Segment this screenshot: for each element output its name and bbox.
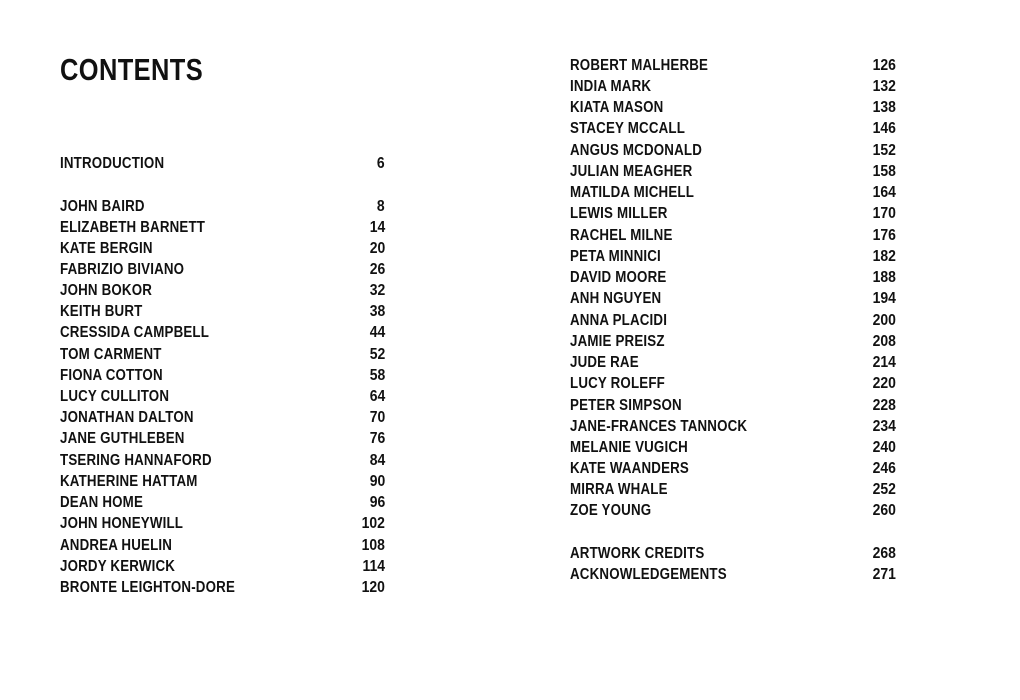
toc-entry-page: 32 (369, 282, 385, 299)
toc-entry-page: 52 (369, 346, 385, 363)
toc-entry[interactable] (60, 280, 385, 301)
toc-entry[interactable] (570, 395, 896, 416)
toc-entry-name: TSERING HANNAFORD (60, 452, 212, 469)
toc-entry-page: 138 (872, 99, 896, 116)
toc-entry[interactable] (570, 288, 896, 309)
toc-entry-name: JAMIE PREISZ (570, 333, 665, 350)
toc-entry-name: ROBERT MALHERBE (570, 57, 709, 74)
toc-entry-page: 240 (872, 439, 896, 456)
toc-entry-page: 44 (369, 324, 385, 341)
toc-entry[interactable] (60, 344, 385, 365)
toc-entry[interactable] (570, 55, 896, 76)
toc-entry-name: PETA MINNICI (570, 248, 661, 265)
toc-entry[interactable] (570, 437, 896, 458)
toc-entry-name: RACHEL MILNE (570, 227, 673, 244)
toc-entry[interactable] (570, 225, 896, 246)
toc-entry-page: 14 (369, 219, 385, 236)
toc-entry-page: 194 (872, 290, 896, 307)
toc-entry-name: FABRIZIO BIVIANO (60, 261, 185, 278)
toc-entry[interactable] (60, 513, 385, 534)
toc-entry[interactable] (570, 331, 896, 352)
toc-entry-name: JOHN BAIRD (60, 198, 145, 215)
toc-entry-name: JUDE RAE (570, 354, 639, 371)
toc-entry-page: 26 (369, 261, 385, 278)
toc-entry-name: JONATHAN DALTON (60, 409, 194, 426)
toc-entry-name: KEITH BURT (60, 303, 143, 320)
toc-entry-name: TOM CARMENT (60, 346, 162, 363)
toc-entry[interactable] (570, 76, 896, 97)
toc-entry-page: 102 (361, 515, 385, 532)
toc-entry-page: 96 (369, 494, 385, 511)
toc-entry-name: MATILDA MICHELL (570, 184, 695, 201)
toc-entry[interactable] (60, 471, 385, 492)
toc-entry-name: LEWIS MILLER (570, 205, 668, 222)
toc-entry[interactable] (60, 535, 385, 556)
toc-entry-name: JANE-FRANCES TANNOCK (570, 418, 748, 435)
toc-entry-name: STACEY MCCALL (570, 120, 686, 137)
toc-entry-page: 164 (872, 184, 896, 201)
toc-entry-name: JOHN BOKOR (60, 282, 153, 299)
toc-entry-page: 20 (369, 240, 385, 257)
toc-entry-name: LUCY CULLITON (60, 388, 170, 405)
toc-entry-name: ANH NGUYEN (570, 290, 662, 307)
toc-entry-page: 58 (369, 367, 385, 384)
toc-entry-page: 214 (872, 354, 896, 371)
toc-entry-page: 182 (872, 248, 896, 265)
toc-entry-page: 208 (872, 333, 896, 350)
toc-entry-name: DEAN HOME (60, 494, 144, 511)
page-title: CONTENTS (60, 52, 204, 87)
toc-entry-name: ACKNOWLEDGEMENTS (570, 566, 727, 583)
toc-entry[interactable] (570, 458, 896, 479)
toc-entry-name: JULIAN MEAGHER (570, 163, 693, 180)
toc-entry[interactable] (570, 479, 896, 500)
toc-entry-page: 200 (872, 312, 896, 329)
toc-entry-page: 220 (872, 375, 896, 392)
toc-entry-name: JORDY KERWICK (60, 558, 176, 575)
toc-entry-page: 84 (369, 452, 385, 469)
toc-entry[interactable] (570, 182, 896, 203)
toc-entry-page: 176 (872, 227, 896, 244)
toc-entry-page: 38 (369, 303, 385, 320)
toc-entry-name: ELIZABETH BARNETT (60, 219, 206, 236)
toc-entry[interactable] (570, 118, 896, 139)
toc-entry[interactable] (60, 365, 385, 386)
toc-entry-name: ARTWORK CREDITS (570, 545, 705, 562)
toc-entry-page: 120 (361, 579, 385, 596)
toc-entry[interactable] (570, 352, 896, 373)
toc-entry-page: 268 (872, 545, 896, 562)
toc-entry-page: 260 (872, 502, 896, 519)
toc-entry[interactable] (570, 310, 896, 331)
toc-entry-page: 90 (369, 473, 385, 490)
toc-entry-name: INDIA MARK (570, 78, 652, 95)
toc-entry-page: 234 (872, 418, 896, 435)
toc-entry[interactable] (570, 203, 896, 224)
toc-entry[interactable] (60, 386, 385, 407)
toc-entry-page: 188 (872, 269, 896, 286)
toc-entry-page: 152 (872, 142, 896, 159)
toc-entry[interactable] (60, 450, 385, 471)
toc-entry-name: ANGUS MCDONALD (570, 142, 703, 159)
toc-entry-page: 76 (369, 430, 385, 447)
toc-entry[interactable] (570, 161, 896, 182)
toc-entry-name: ANNA PLACIDI (570, 312, 668, 329)
toc-entry-page: 170 (872, 205, 896, 222)
toc-entry[interactable] (570, 373, 896, 394)
toc-entry[interactable] (60, 407, 385, 428)
toc-entry-page: 108 (361, 537, 385, 554)
toc-entry[interactable] (570, 543, 896, 564)
toc-entry-page: 114 (362, 558, 385, 575)
toc-entry-page: 158 (872, 163, 896, 180)
toc-entry[interactable] (60, 556, 385, 577)
toc-entry[interactable] (570, 416, 896, 437)
toc-entry-name: KIATA MASON (570, 99, 664, 116)
toc-entry-name: JOHN HONEYWILL (60, 515, 184, 532)
toc-entry-name: ANDREA HUELIN (60, 537, 173, 554)
toc-entry-page: 132 (872, 78, 896, 95)
toc-entry-name: PETER SIMPSON (570, 397, 682, 414)
toc-entry[interactable] (570, 564, 896, 585)
toc-entry[interactable] (60, 492, 385, 513)
toc-entry-page: 246 (872, 460, 896, 477)
toc-entry-name: MELANIE VUGICH (570, 439, 688, 456)
toc-entry[interactable] (60, 217, 385, 238)
toc-entry-name: KATE BERGIN (60, 240, 153, 257)
toc-entry-page: 271 (872, 566, 896, 583)
toc-entry-page: 6 (377, 155, 385, 172)
toc-entry[interactable] (60, 322, 385, 343)
toc-entry-page: 70 (369, 409, 385, 426)
toc-entry-name: DAVID MOORE (570, 269, 667, 286)
toc-entry[interactable] (570, 500, 896, 521)
toc-entry-name: BRONTE LEIGHTON-DORE (60, 579, 236, 596)
toc-entry[interactable] (60, 301, 385, 322)
toc-entry[interactable] (60, 428, 385, 449)
toc-entry-name: JANE GUTHLEBEN (60, 430, 185, 447)
toc-entry-name: MIRRA WHALE (570, 481, 668, 498)
toc-entry[interactable] (570, 267, 896, 288)
toc-entry[interactable] (570, 140, 896, 161)
toc-entry[interactable] (60, 577, 385, 598)
toc-entry-page: 252 (872, 481, 896, 498)
toc-entry-name: FIONA COTTON (60, 367, 163, 384)
toc-entry-name: KATHERINE HATTAM (60, 473, 198, 490)
toc-entry[interactable] (60, 238, 385, 259)
toc-entry[interactable] (60, 153, 385, 174)
toc-entry-page: 8 (377, 198, 385, 215)
toc-entry-page: 64 (369, 388, 385, 405)
toc-entry[interactable] (60, 196, 385, 217)
toc-entry-name: ZOE YOUNG (570, 502, 652, 519)
toc-entry-page: 126 (872, 57, 896, 74)
toc-entry[interactable] (570, 97, 896, 118)
toc-entry[interactable] (60, 259, 385, 280)
toc-entry-page: 146 (872, 120, 896, 137)
toc-entry-name: INTRODUCTION (60, 155, 165, 172)
toc-entry[interactable] (570, 246, 896, 267)
toc-entry-name: CRESSIDA CAMPBELL (60, 324, 210, 341)
toc-entry-name: LUCY ROLEFF (570, 375, 665, 392)
toc-entry-page: 228 (872, 397, 896, 414)
toc-entry-name: KATE WAANDERS (570, 460, 690, 477)
